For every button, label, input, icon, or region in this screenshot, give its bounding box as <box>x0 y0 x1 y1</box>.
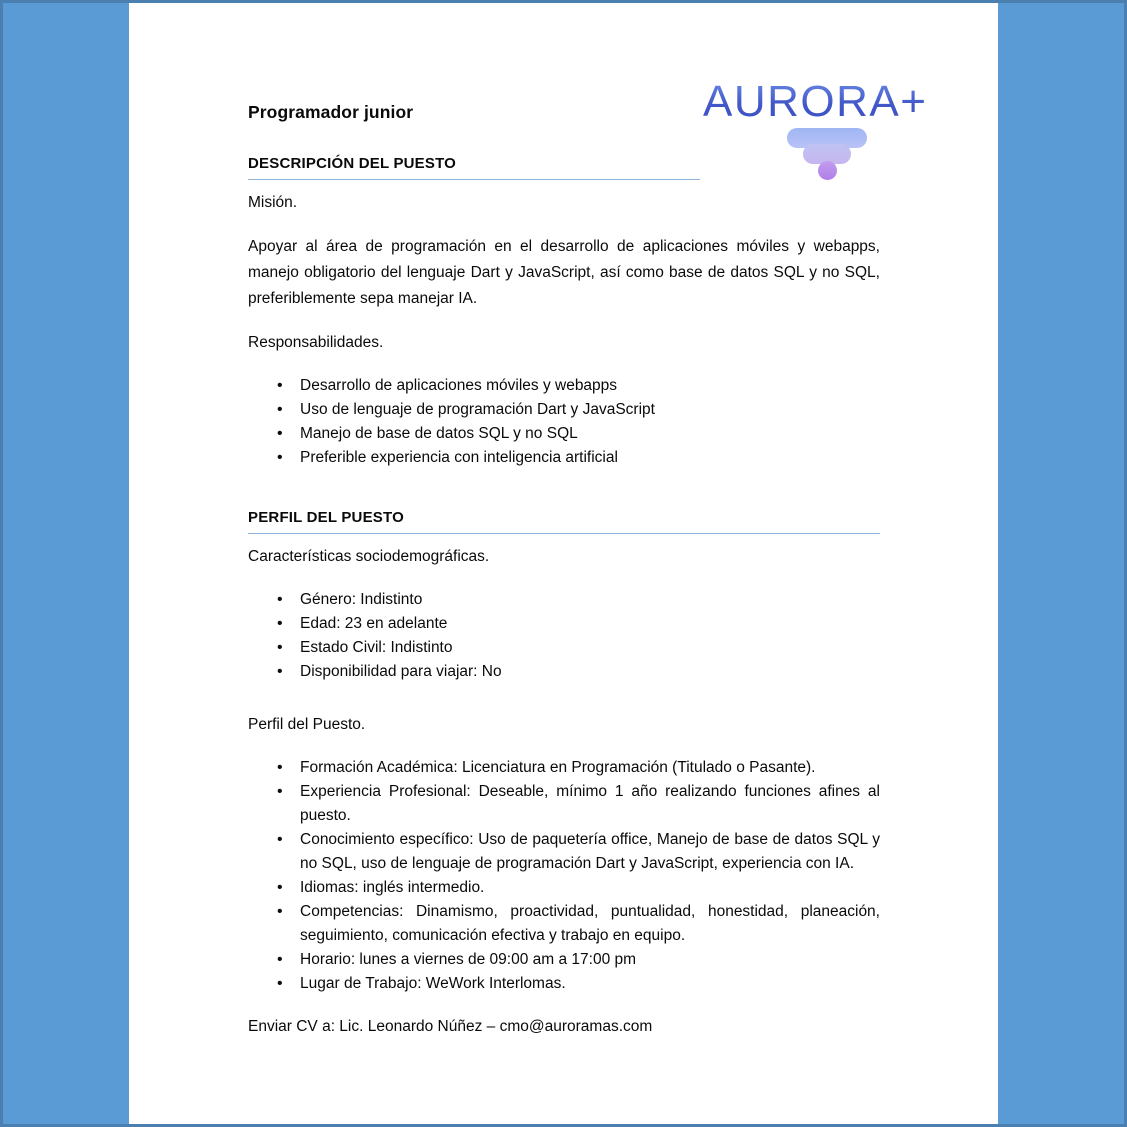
list-item: • Horario: lunes a viernes de 09:00 am a 17:00 pm <box>248 948 880 972</box>
profile-list <box>248 756 880 996</box>
list-item: • Manejo de base de datos SQL y no SQL <box>248 422 880 446</box>
list-item: • Preferible experiencia con inteligencia artificial <box>248 446 880 470</box>
logo-wordmark: AURORA+ <box>703 78 953 126</box>
sociodemographics-label: Características sociodemográficas. <box>248 548 490 565</box>
list-item: • Competencias: Dinamismo, proactividad, puntualidad, honestidad, planeación, seguimiento, comunicación efectiva y trabajo en equipo. <box>248 900 880 948</box>
list-spacer <box>248 702 880 712</box>
list-item: • Idiomas: inglés intermedio. <box>248 876 880 900</box>
list-item: • Experiencia Profesional: Deseable, mínimo 1 año realizando funciones afines al puesto. <box>248 780 880 828</box>
section-spacer <box>248 488 880 508</box>
page-title: Programador junior <box>248 102 414 122</box>
responsibilities-list <box>248 374 880 470</box>
contact-line: Enviar CV a: Lic. Leonardo Núñez – cmo@auroramas.com <box>248 1018 653 1035</box>
document-page <box>129 0 998 1127</box>
section-heading-perfil: PERFIL DEL PUESTO <box>248 509 404 526</box>
responsibilities-label: Responsabilidades. <box>248 334 384 351</box>
list-item: • Edad: 23 en adelante <box>248 612 880 636</box>
profile-label: Perfil del Puesto. <box>248 716 366 733</box>
mission-label: Misión. <box>248 194 298 211</box>
list-item: • Lugar de Trabajo: WeWork Interlomas. <box>248 972 880 996</box>
list-item: • Género: Indistinto <box>248 588 880 612</box>
section-rule-perfil <box>248 533 880 534</box>
section-rule-descripcion <box>248 179 700 180</box>
list-item: • Conocimiento específico: Uso de paquetería office, Manejo de base de datos SQL y no SQL, uso de lenguaje de programación Dart y JavaScript, experiencia con IA. <box>248 828 880 876</box>
section-heading-descripcion: DESCRIPCIÓN DEL PUESTO <box>248 155 457 172</box>
list-item: • Disponibilidad para viajar: No <box>248 660 880 684</box>
mission-paragraph: Apoyar al área de programación en el desarrollo de aplicaciones móviles y webapps, manejo obligatorio del lenguaje Dart y JavaScript, así como base de datos SQL y no SQL, preferiblemente sepa manejar IA. <box>248 238 880 307</box>
sociodemographics-list <box>248 588 880 684</box>
list-item: • Desarrollo de aplicaciones móviles y webapps <box>248 374 880 398</box>
list-item: • Estado Civil: Indistinto <box>248 636 880 660</box>
list-item: • Uso de lenguaje de programación Dart y JavaScript <box>248 398 880 422</box>
list-item: • Formación Académica: Licenciatura en Programación (Titulado o Pasante). <box>248 756 880 780</box>
document-body <box>248 100 880 1040</box>
